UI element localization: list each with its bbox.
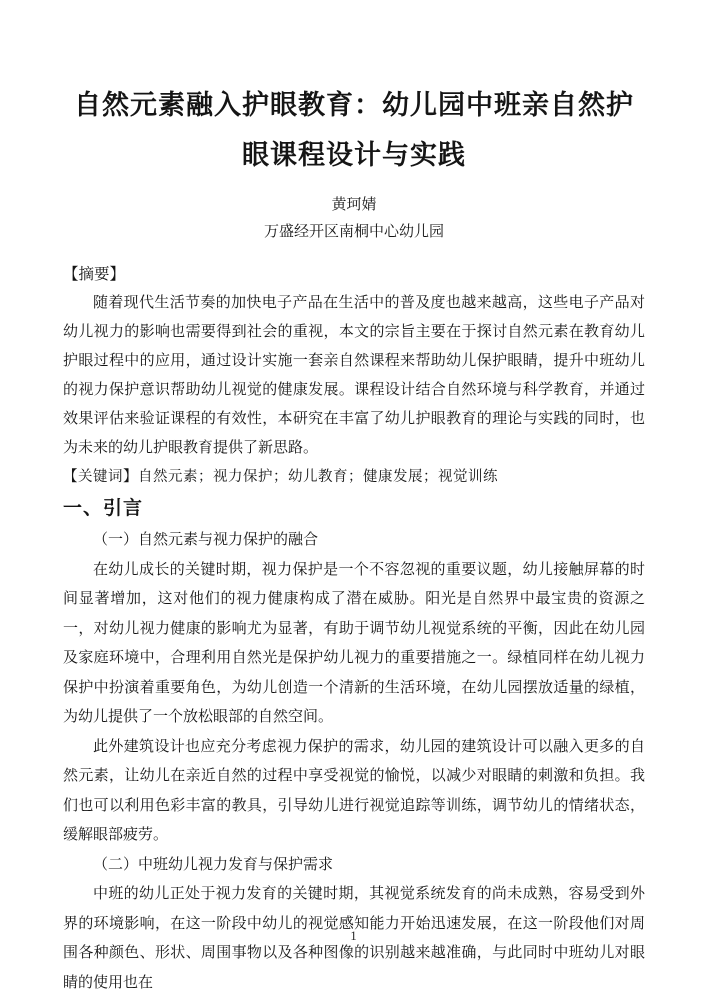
abstract-text: 随着现代生活节奏的加快电子产品在生活中的普及度也越来越高，这些电子产品对幼儿视力的影响也需要得到社会的重视，本文的宗旨主要在于探讨自然元素在教育幼儿护眼过程中的应用，通过设计实施一套亲自然课程来帮助幼儿保护眼睛，提升中班幼儿的视力保护意识帮助幼儿视觉的健康发展。课程设计结合自然环境与科学教育，并通过效果评估来验证课程的有效性，本研究在丰富了幼儿护眼教育的理论与实践的同时，也为未来的幼儿护眼教育提供了新思路。 xyxy=(63,295,645,456)
paragraph-nature-vision-1: 在幼儿成长的关键时期，视力保护是一个不容忽视的重要议题，幼儿接触屏幕的时间显著增加，这对他们的视力健康构成了潜在威胁。阳光是自然界中最宝贵的资源之一，对幼儿视力健康的影响尤为显著，有助于调节幼儿视觉系统的平衡，因此在幼儿园及家庭环境中，合理利用自然光是保护幼儿视力的重要措施之一。绿植同样在幼儿视力保护中扮演着重要角色，为幼儿创造一个清新的生活环境，在幼儿园摆放适量的绿植，为幼儿提供了一个放松眼部的自然空间。 xyxy=(63,561,645,725)
subsection-title-middle-class-needs: （二）中班幼儿视力发育与保护需求 xyxy=(93,856,334,873)
paragraph-middle-class-needs-1: 中班的幼儿正处于视力发育的关键时期，其视觉系统发育的尚未成熟，容易受到外界的环境影响，在这一阶段中幼儿的视觉感知能力开始迅速发展，在这一阶段他们对周围各种颜色、形状、周围事物以及各种图像的识别越来越准确，与此同时中班幼儿对眼睛的使用也在 xyxy=(63,886,645,991)
page-number: 1 xyxy=(350,929,357,943)
author-name: 黄珂婧 xyxy=(331,197,377,213)
section-heading-introduction: 一、引言 xyxy=(63,498,144,519)
subsection-title-nature-vision: （一）自然元素与视力保护的融合 xyxy=(93,532,319,548)
author-affiliation: 万盛经开区南桐中心幼儿园 xyxy=(263,224,444,240)
paragraph-nature-vision-2: 此外建筑设计也应充分考虑视力保护的需求，幼儿园的建筑设计可以融入更多的自然元素，让幼儿在亲近自然的过程中享受视觉的愉悦，以减少对眼睛的刺激和负担。我们也可以利用色彩丰富的教具，引导幼儿进行视觉追踪等训练，调节幼儿的情绪状态，缓解眼部疲劳。 xyxy=(63,738,645,843)
keywords-line: 【关键词】自然元素；视力保护；幼儿教育；健康发展；视觉训练 xyxy=(63,469,498,485)
abstract-label: 【摘要】 xyxy=(63,266,126,283)
paper-title: 自然元素融入护眼教育：幼儿园中班亲自然护眼课程设计与实践 xyxy=(74,90,634,170)
